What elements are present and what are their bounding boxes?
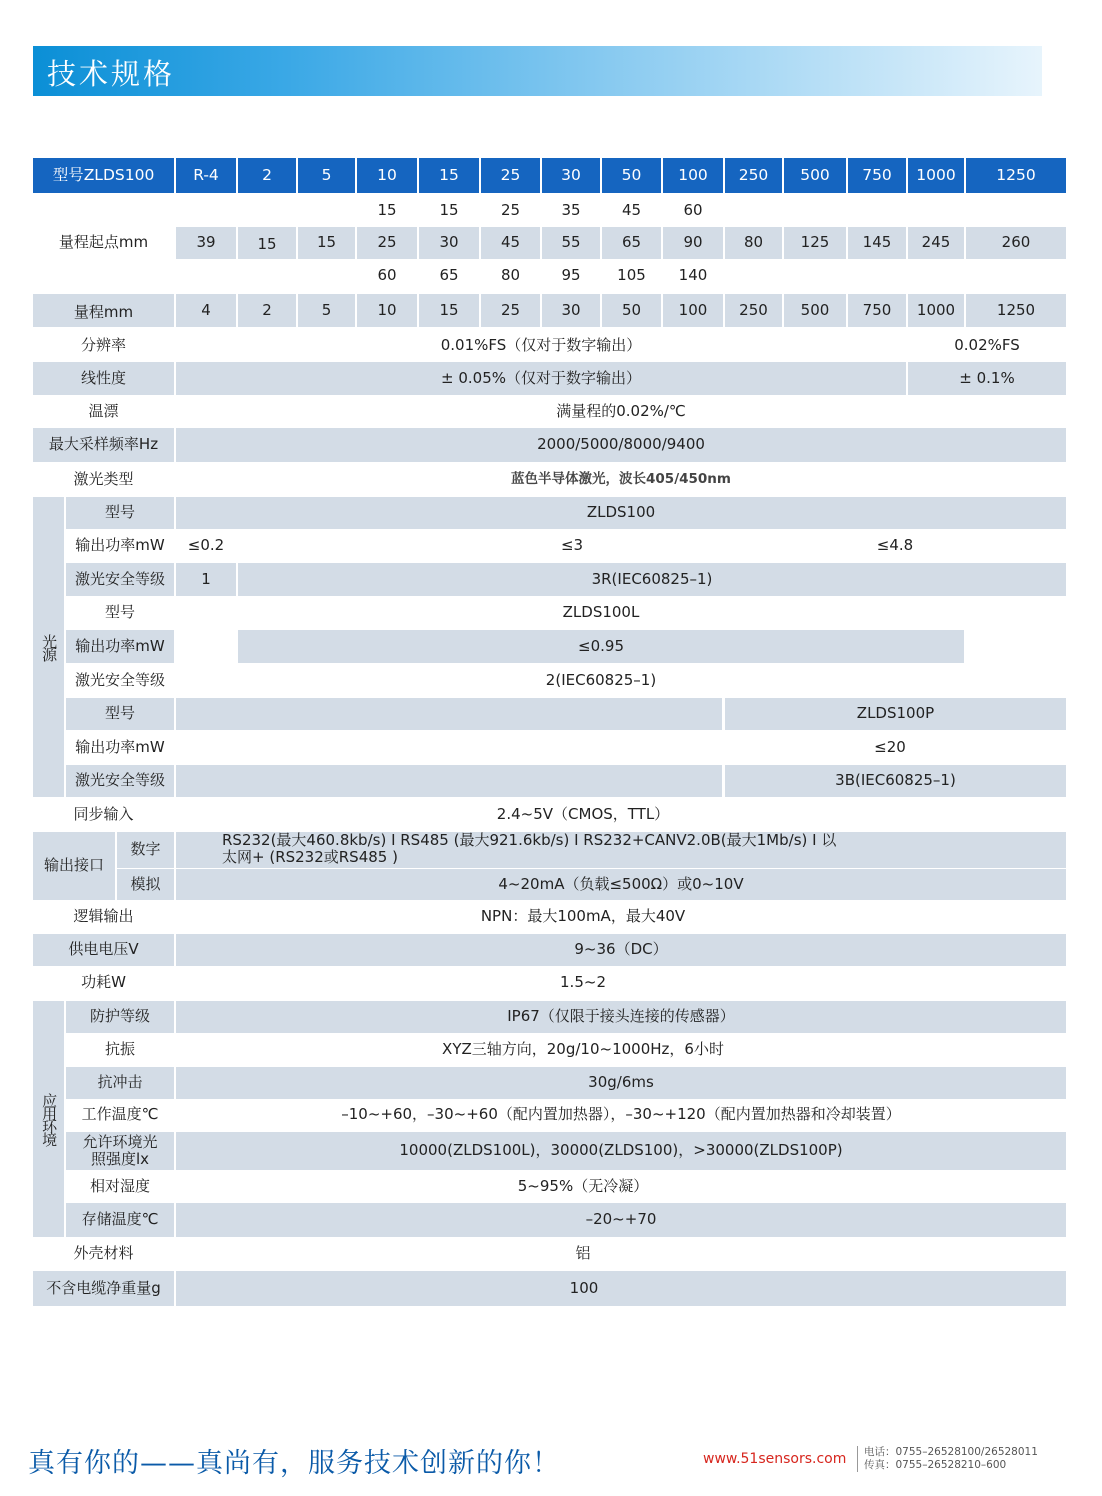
env-shock-value: 30g/6ms bbox=[176, 1067, 1066, 1099]
start-mid: 90 bbox=[663, 227, 723, 259]
range-value: 1000 bbox=[908, 294, 964, 327]
source-power-b: ≤3 bbox=[560, 535, 584, 554]
sync-value: 2.4~5V（CMOS，TTL） bbox=[496, 805, 670, 824]
start-top: 60 bbox=[683, 200, 703, 219]
start-bot: 65 bbox=[439, 265, 459, 284]
source-class-a: 1 bbox=[176, 563, 236, 596]
env-shock-label: 抗冲击 bbox=[66, 1067, 174, 1099]
freq-value: 2000/5000/8000/9400 bbox=[176, 428, 1066, 462]
housing-value: 铝 bbox=[575, 1244, 591, 1263]
resolution-value-a: 0.01%FS（仅对于数字输出） bbox=[440, 335, 642, 354]
start-top: 15 bbox=[439, 200, 459, 219]
env-light-value: 10000(ZLDS100L)，30000(ZLDS100)，>30000(ZLDS100P) bbox=[176, 1132, 1066, 1170]
start-mid: 65 bbox=[602, 227, 661, 259]
start-mid: 39 bbox=[176, 227, 236, 259]
footer-divider bbox=[857, 1446, 858, 1472]
start-mid: 245 bbox=[908, 227, 964, 259]
header-col: 30 bbox=[542, 158, 600, 193]
source-power-label: 输出功率mW bbox=[75, 737, 165, 756]
env-store-value: –20~+70 bbox=[176, 1203, 1066, 1237]
weight-value: 100 bbox=[176, 1271, 992, 1306]
range-value: 15 bbox=[419, 294, 479, 327]
drift-value: 满量程的0.02%/℃ bbox=[556, 402, 686, 421]
drift-label: 温漂 bbox=[88, 402, 119, 421]
power-label: 功耗W bbox=[81, 973, 126, 992]
start-bot: 80 bbox=[500, 265, 521, 284]
start-label: 量程起点mm bbox=[58, 233, 149, 252]
header-col: 15 bbox=[419, 158, 479, 193]
range-value: 100 bbox=[663, 294, 723, 327]
source-power-label: 输出功率mW bbox=[75, 535, 165, 554]
range-value: 5 bbox=[298, 294, 355, 327]
range-value: 10 bbox=[357, 294, 417, 327]
header-col: 750 bbox=[848, 158, 906, 193]
logic-label: 逻辑输出 bbox=[73, 907, 134, 926]
source-power-label: 输出功率mW bbox=[66, 630, 174, 663]
source-model-spacer bbox=[176, 698, 722, 730]
env-light-label bbox=[66, 1132, 174, 1170]
laser-value: 蓝色半导体激光，波长405/450nm bbox=[511, 470, 731, 487]
env-protect-value: IP67（仅限于接头连接的传感器） bbox=[176, 1001, 1066, 1033]
source-model-label: 型号 bbox=[104, 603, 135, 622]
env-vib-label: 抗振 bbox=[104, 1040, 135, 1059]
range-value: 1250 bbox=[966, 294, 1066, 327]
footer-website-link[interactable]: www.51sensors.com bbox=[703, 1451, 847, 1467]
start-top: 35 bbox=[561, 200, 581, 219]
linearity-value-a: ± 0.05%（仅对于数字输出） bbox=[176, 362, 906, 395]
header-col: 25 bbox=[481, 158, 540, 193]
env-hum-label: 相对湿度 bbox=[89, 1177, 150, 1196]
source-power-a: ≤0.2 bbox=[187, 535, 225, 554]
range-value: 750 bbox=[848, 294, 906, 327]
range-value: 4 bbox=[176, 294, 236, 327]
start-mid: 15 bbox=[298, 227, 355, 259]
start-bot: 60 bbox=[377, 265, 397, 284]
source-class-spacer bbox=[176, 765, 722, 797]
resolution-value-b: 0.02%FS bbox=[954, 335, 1020, 354]
range-value: 500 bbox=[784, 294, 846, 327]
start-mid: 15 bbox=[238, 227, 296, 259]
source-model-label: 型号 bbox=[66, 497, 174, 529]
output-digital-line-1: RS232(最大460.8kb/s) I RS485 (最大921.6kb/s) I RS232+CANV2.0B(最大1Mb/s) I 以 bbox=[222, 831, 837, 849]
supply-label: 供电电压V bbox=[33, 934, 174, 966]
supply-value: 9~36（DC） bbox=[176, 934, 1066, 966]
source-power-value: ≤20 bbox=[874, 737, 906, 756]
linearity-label: 线性度 bbox=[33, 362, 174, 395]
power-value: 1.5~2 bbox=[560, 973, 606, 992]
start-top: 45 bbox=[621, 200, 642, 219]
source-class-label: 激光安全等级 bbox=[74, 670, 165, 689]
weight-value-tail bbox=[992, 1271, 1066, 1306]
header-col: 250 bbox=[725, 158, 782, 193]
header-col: R-4 bbox=[176, 158, 236, 193]
source-power-value: ≤0.95 bbox=[238, 630, 964, 663]
header-col: 10 bbox=[357, 158, 417, 193]
start-mid: 125 bbox=[784, 227, 846, 259]
freq-label: 最大采样频率Hz bbox=[33, 428, 174, 462]
source-class-b: 3R(IEC60825–1) bbox=[238, 563, 1066, 596]
laser-label: 激光类型 bbox=[73, 469, 134, 488]
start-mid: 25 bbox=[357, 227, 417, 259]
footer-phone: 电话：0755–26528100/26528011 bbox=[864, 1446, 1038, 1458]
resolution-label: 分辨率 bbox=[80, 335, 126, 354]
header-col: 5 bbox=[298, 158, 355, 193]
start-mid: 145 bbox=[848, 227, 906, 259]
range-value: 250 bbox=[725, 294, 782, 327]
output-label: 输出接口 bbox=[33, 832, 115, 900]
linearity-value-b: ± 0.1% bbox=[908, 362, 1066, 395]
source-group-label: 光源 bbox=[33, 497, 64, 797]
start-bot: 105 bbox=[617, 265, 646, 284]
start-bot: 140 bbox=[678, 265, 708, 284]
range-value: 25 bbox=[481, 294, 540, 327]
range-label: 量程mm bbox=[33, 294, 174, 327]
housing-label: 外壳材料 bbox=[73, 1244, 134, 1263]
header-col: 1250 bbox=[966, 158, 1066, 193]
source-model-label: 型号 bbox=[66, 698, 174, 730]
start-mid: 260 bbox=[966, 227, 1066, 259]
start-mid: 55 bbox=[542, 227, 600, 259]
sync-label: 同步输入 bbox=[73, 805, 134, 824]
source-class-label: 激光安全等级 bbox=[66, 765, 174, 797]
range-value: 30 bbox=[542, 294, 600, 327]
env-temp-label: 工作温度℃ bbox=[81, 1105, 159, 1124]
start-mid: 45 bbox=[481, 227, 540, 259]
source-class-value: 3B(IEC60825–1) bbox=[725, 765, 1066, 797]
header-col: 50 bbox=[602, 158, 661, 193]
start-mid: 30 bbox=[419, 227, 479, 259]
env-temp-value: –10~+60，–30~+60（配内置加热器），–30~+120（配内置加热器和冷却装置） bbox=[341, 1105, 901, 1124]
header-label: 型号ZLDS100 bbox=[33, 158, 174, 193]
start-top: 25 bbox=[500, 200, 521, 219]
output-digital-value bbox=[176, 832, 1066, 868]
env-protect-label: 防护等级 bbox=[66, 1001, 174, 1033]
env-store-label: 存储温度℃ bbox=[66, 1203, 174, 1237]
header-col: 1000 bbox=[908, 158, 964, 193]
source-class-value: 2(IEC60825–1) bbox=[545, 670, 657, 689]
source-model-value: ZLDS100P bbox=[725, 698, 1066, 730]
footer-slogan: 真有你的——真尚有，服务技术创新的你！ bbox=[28, 1448, 560, 1479]
start-bot: 95 bbox=[561, 265, 581, 284]
output-analog-value: 4~20mA（负载≤500Ω）或0~10V bbox=[176, 869, 1066, 900]
env-hum-value: 5~95%（无冷凝） bbox=[517, 1177, 649, 1196]
source-class-label: 激光安全等级 bbox=[66, 563, 174, 596]
section-banner bbox=[33, 46, 1042, 96]
header-col: 100 bbox=[663, 158, 723, 193]
output-digital-line-2: 太网+ (RS232或RS485 ) bbox=[222, 848, 398, 867]
output-analog-label: 模拟 bbox=[117, 869, 174, 900]
start-top: 15 bbox=[377, 200, 397, 219]
logic-value: NPN：最大100mA，最大40V bbox=[480, 907, 686, 926]
header-col: 500 bbox=[784, 158, 846, 193]
footer-contact bbox=[864, 1446, 1038, 1472]
env-light-label-line-1: 允许环境光 bbox=[82, 1132, 158, 1151]
output-digital-label: 数字 bbox=[117, 832, 174, 868]
source-power-c: ≤4.8 bbox=[876, 535, 914, 554]
weight-label: 不含电缆净重量g bbox=[33, 1271, 174, 1306]
range-value: 2 bbox=[238, 294, 296, 327]
start-mid: 80 bbox=[725, 227, 782, 259]
source-model-value: ZLDS100 bbox=[176, 497, 1066, 529]
env-group-label: 应用环境 bbox=[33, 1001, 64, 1237]
env-vib-value: XYZ三轴方向，20g/10~1000Hz，6小时 bbox=[442, 1040, 724, 1059]
env-light-label-line-2: 照强度lx bbox=[90, 1150, 150, 1168]
footer-fax: 传真：0755–26528210–600 bbox=[864, 1459, 1007, 1471]
section-title: 技术规格 bbox=[47, 57, 176, 91]
header-col: 2 bbox=[238, 158, 296, 193]
range-value: 50 bbox=[602, 294, 661, 327]
source-model-value: ZLDS100L bbox=[562, 603, 640, 622]
